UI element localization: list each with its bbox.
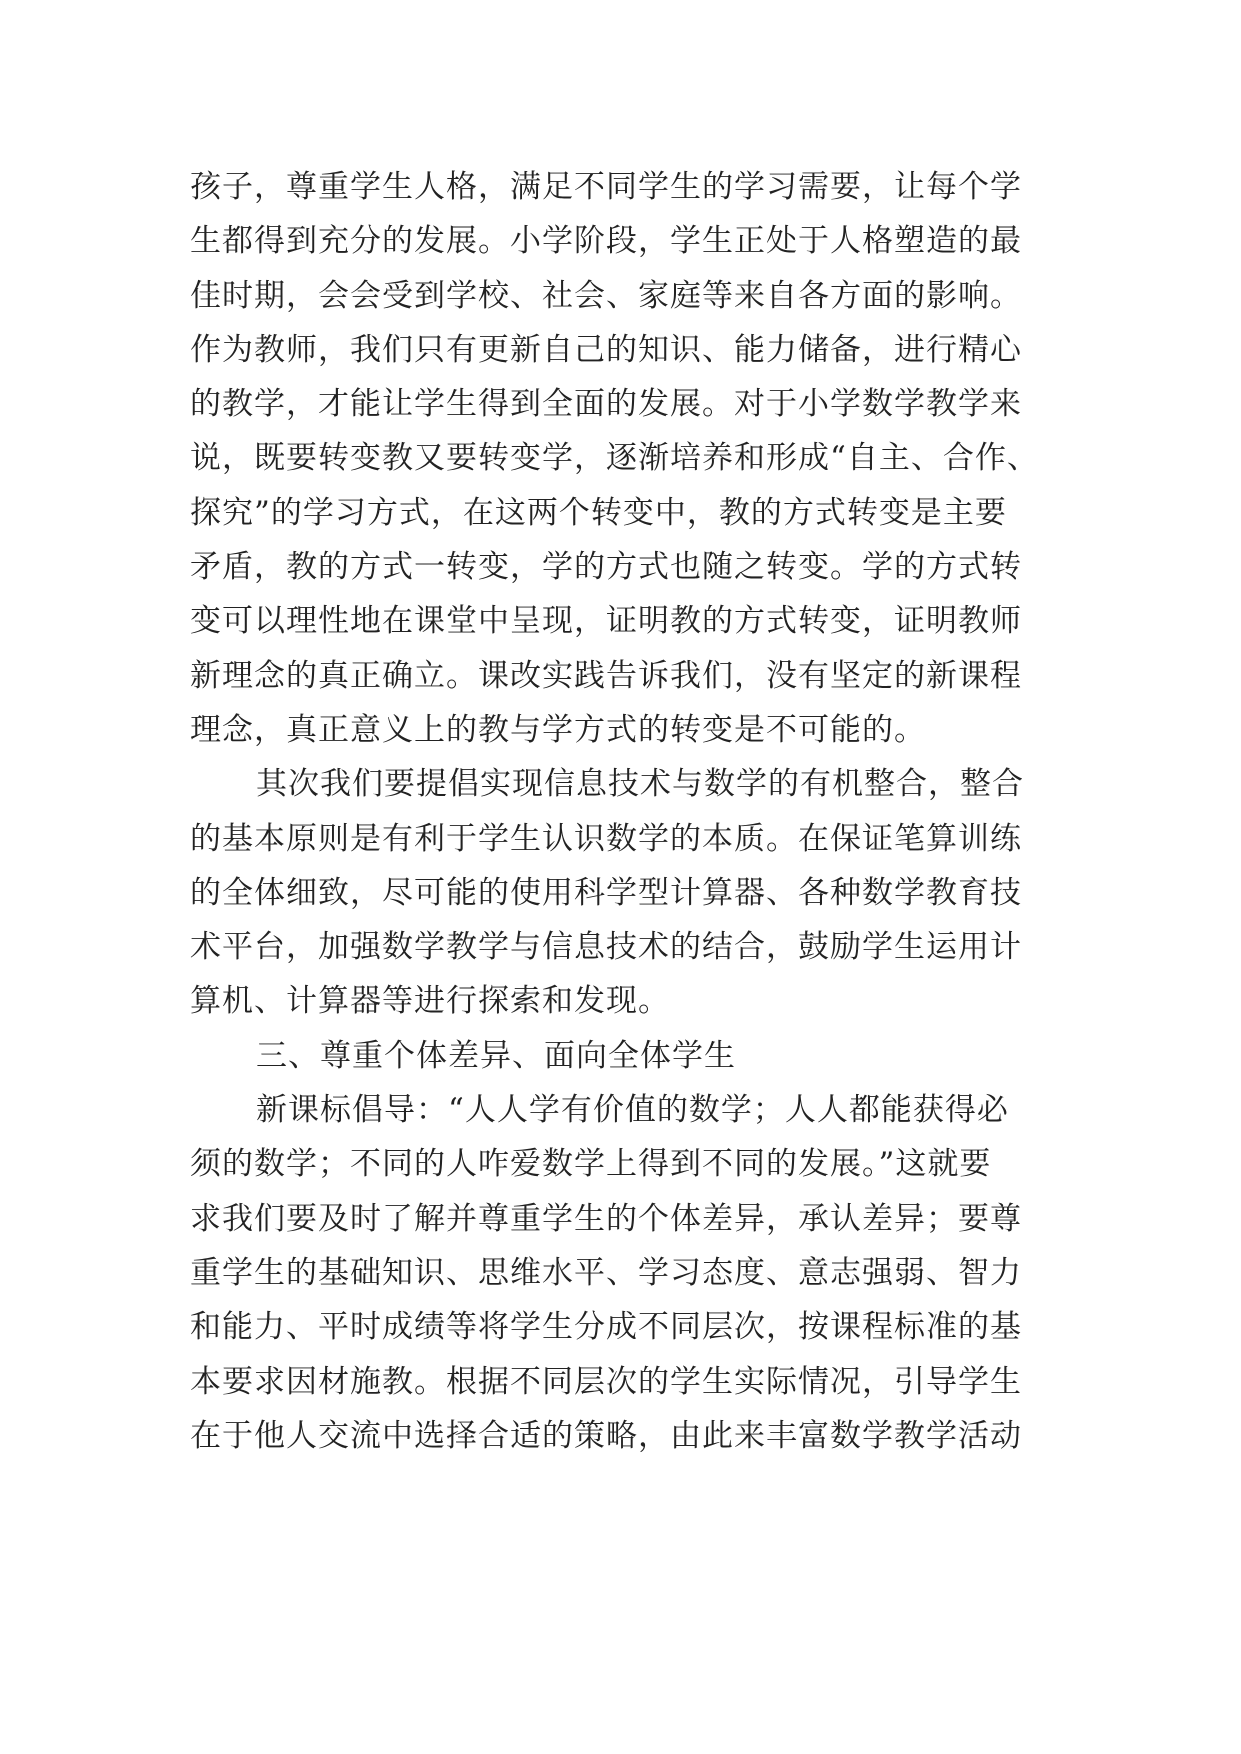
text-line: 算机、计算器等进行探索和发现。 (190, 983, 670, 1020)
text-line: 说，既要转变教又要转变学，逐渐培养和形成“自主、合作、 (190, 440, 1039, 477)
text-line: 须的数学；不同的人咋爱数学上得到不同的发展。”这就要 (190, 1146, 992, 1183)
text-line: 重学生的基础知识、思维水平、学习态度、意志强弱、智力 (190, 1254, 1022, 1291)
text-line: 的全体细致，尽可能的使用科学型计算器、各种数学教育技 (190, 874, 1022, 911)
text-line: 的教学，才能让学生得到全面的发展。对于小学数学教学来 (190, 386, 1022, 423)
section-heading: 三、尊重个体差异、面向全体学生 (256, 1037, 736, 1074)
text-line: 新理念的真正确立。课改实践告诉我们，没有坚定的新课程 (190, 657, 1022, 694)
body-text (190, 160, 1070, 1463)
text-line: 在于他人交流中选择合适的策略，由此来丰富数学教学活动 (190, 1417, 1022, 1454)
text-line: 孩子，尊重学生人格，满足不同学生的学习需要，让每个学 (190, 169, 1022, 205)
text-line: 的基本原则是有利于学生认识数学的本质。在保证笔算训练 (190, 820, 1022, 857)
text-line: 和能力、平时成绩等将学生分成不同层次，按课程标准的基 (190, 1309, 1022, 1346)
paragraph-start-line: 其次我们要提倡实现信息技术与数学的有机整合，整合 (256, 766, 1024, 803)
text-line: 本要求因材施教。根据不同层次的学生实际情况，引导学生 (190, 1363, 1022, 1400)
text-line: 矛盾，教的方式一转变，学的方式也随之转变。学的方式转 (190, 549, 1022, 586)
text-line: 作为教师，我们只有更新自己的知识、能力储备，进行精心 (190, 331, 1022, 368)
text-line: 佳时期，会会受到学校、社会、家庭等来自各方面的影响。 (190, 277, 1022, 314)
paragraph-start-line: 新课标倡导：“人人学有价值的数学；人人都能获得必 (256, 1092, 1009, 1129)
text-line: 求我们要及时了解并尊重学生的个体差异，承认差异；要尊 (190, 1200, 1022, 1237)
text-line: 生都得到充分的发展。小学阶段，学生正处于人格塑造的最 (190, 223, 1022, 260)
text-line: 理念，真正意义上的教与学方式的转变是不可能的。 (190, 711, 926, 748)
text-line: 探究”的学习方式，在这两个转变中，教的方式转变是主要 (190, 494, 1007, 531)
text-line: 变可以理性地在课堂中呈现，证明教的方式转变，证明教师 (190, 603, 1022, 640)
text-line: 术平台，加强数学教学与信息技术的结合，鼓励学生运用计 (190, 929, 1022, 966)
